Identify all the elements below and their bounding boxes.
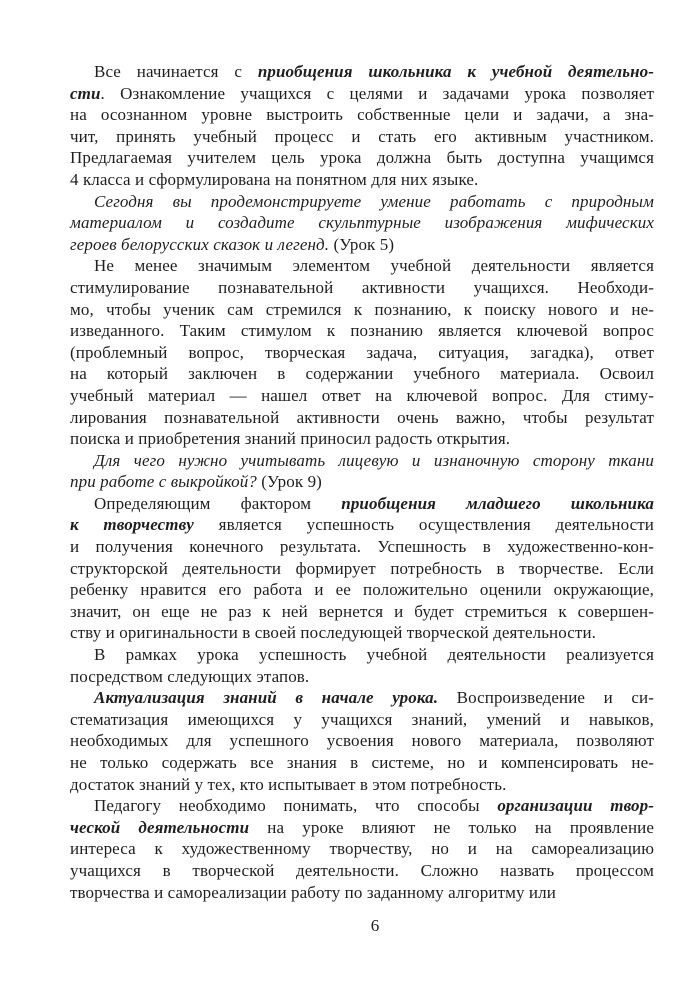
page-text-block — [70, 61, 654, 903]
text-line — [70, 147, 654, 169]
text-run: ческой деятельности — [70, 817, 250, 837]
text-line — [70, 83, 654, 105]
text-line — [70, 320, 654, 342]
text-line — [70, 882, 654, 904]
text-run: В рамках урока успешность учебной деятельности реализуется — [94, 645, 654, 665]
text-run: Педагогу необходимо понимать, что способы — [94, 796, 498, 816]
text-line — [70, 61, 654, 83]
text-line — [70, 579, 654, 601]
text-line — [70, 558, 654, 580]
text-run: достаток знаний у тех, кто испытывает в этом потребность. — [70, 774, 507, 794]
text-run: и получения конечного результата. Успешность в художественно-кон- — [70, 537, 654, 557]
text-line — [70, 126, 654, 148]
text-run: изведанного. Таким стимулом к познанию является ключевой вопрос — [70, 321, 654, 341]
text-run: лирования познавательной активности очень важно, чтобы результат — [70, 407, 654, 427]
text-run: Для чего нужно учитывать лицевую и изнаночную сторону ткани — [94, 450, 654, 470]
text-run: (Урок 5) — [329, 234, 395, 254]
text-line — [70, 450, 654, 472]
text-run: является успешность осуществления деятельности — [193, 515, 654, 535]
text-line — [70, 255, 654, 277]
text-run: на который заключен в содержании учебного материала. Освоил — [70, 364, 654, 384]
text-run: учебный материал — нашел ответ на ключевой вопрос. Для стиму- — [70, 385, 654, 405]
text-run: не только содержать все знания в системе, но и компенсировать не- — [70, 753, 654, 772]
text-run: при работе с выкройкой? — [70, 472, 257, 492]
text-run: чит, принять учебный процесс и стать его активным участником. — [70, 126, 654, 146]
text-line — [70, 752, 654, 774]
text-run: Определяющим фактором — [94, 493, 342, 513]
text-run: приобщения школьника к учебной деятельно- — [257, 62, 655, 81]
text-run: Воспроизведение и си- — [438, 688, 654, 708]
text-run: Не менее значимым элементом учебной деятельности является — [94, 256, 654, 276]
text-run: организации твор- — [497, 796, 655, 816]
text-run: необходимых для успешного усвоения нового материала, позволяют — [70, 731, 654, 751]
text-line — [70, 817, 654, 839]
text-line — [70, 299, 654, 321]
text-line — [70, 687, 654, 709]
text-run: ству и оригинальности в своей последующей творческой деятельности. — [70, 623, 596, 643]
text-run: интереса к художественному творчеству, но и на самореализацию — [70, 839, 654, 859]
text-line — [70, 277, 654, 299]
text-run: структорской деятельности формирует потребность в творчестве. Если — [70, 558, 654, 578]
text-line — [70, 407, 654, 429]
text-line — [70, 860, 654, 882]
text-line — [70, 601, 654, 623]
text-line — [70, 622, 654, 644]
text-run: творчества и самореализации работу по заданному алгоритму или — [70, 882, 556, 902]
text-run: ребенку нравится его работа и ее положительно оценили окружающие, — [70, 580, 654, 600]
text-run: сти — [70, 83, 101, 103]
text-line — [70, 104, 654, 126]
text-line — [70, 342, 654, 364]
text-line — [70, 471, 654, 493]
text-line — [70, 191, 654, 213]
text-run: учащихся в творческой деятельности. Сложно назвать процессом — [70, 860, 654, 880]
text-line — [70, 234, 654, 256]
text-line — [70, 514, 654, 536]
text-line — [70, 795, 654, 817]
text-run: приобщения младшего школьника — [341, 493, 654, 513]
text-run: Предлагаемая учителем цель урока должна быть доступна учащимся — [70, 148, 654, 168]
text-run: стематизация имеющихся у учащихся знаний, умений и навыков, — [70, 709, 654, 729]
text-line — [70, 838, 654, 860]
text-run: (Урок 9) — [256, 472, 322, 492]
text-run: посредством следующих этапов. — [70, 666, 310, 686]
text-line — [70, 536, 654, 558]
text-run: на уроке влияют не только на проявление — [249, 817, 654, 837]
text-line — [70, 493, 654, 515]
text-run: Сегодня вы продемонстрируете умение работать с природным — [94, 191, 654, 211]
text-line — [70, 666, 654, 688]
text-line — [70, 212, 654, 234]
page-number: 6 — [370, 916, 380, 935]
text-line — [70, 709, 654, 731]
text-line — [70, 730, 654, 752]
text-line — [70, 644, 654, 666]
text-run: Все начинается с — [94, 62, 258, 81]
text-run: 4 класса и сформулирована на понятном для них языке. — [70, 169, 479, 189]
text-run: к творчеству — [70, 515, 194, 535]
text-run: значит, он еще не раз к ней вернется и будет стремиться к совершен- — [70, 601, 654, 621]
text-line — [70, 774, 654, 796]
text-run: героев белорусских сказок и легенд. — [70, 234, 330, 254]
text-run: мо, чтобы ученик сам стремился к познанию, к поиску нового и не- — [70, 299, 654, 319]
text-run: стимулирование познавательной активности учащихся. Необходи- — [70, 277, 654, 297]
text-line — [70, 169, 654, 191]
text-run: Актуализация знаний в начале урока. — [94, 688, 439, 708]
text-run: поиска и приобретения знаний приносил радость открытия. — [70, 429, 511, 449]
text-line — [70, 385, 654, 407]
text-run: (проблемный вопрос, творческая задача, ситуация, загадка), ответ — [70, 342, 654, 362]
text-run: . Ознакомление учащихся с целями и задачами урока позволяет — [100, 83, 654, 103]
text-line — [70, 428, 654, 450]
text-run: на осознанном уровне выстроить собственные цели и задачи, а зна- — [70, 105, 654, 125]
text-line — [70, 363, 654, 385]
text-run: материалом и создадите скульптурные изображения мифических — [70, 213, 654, 233]
